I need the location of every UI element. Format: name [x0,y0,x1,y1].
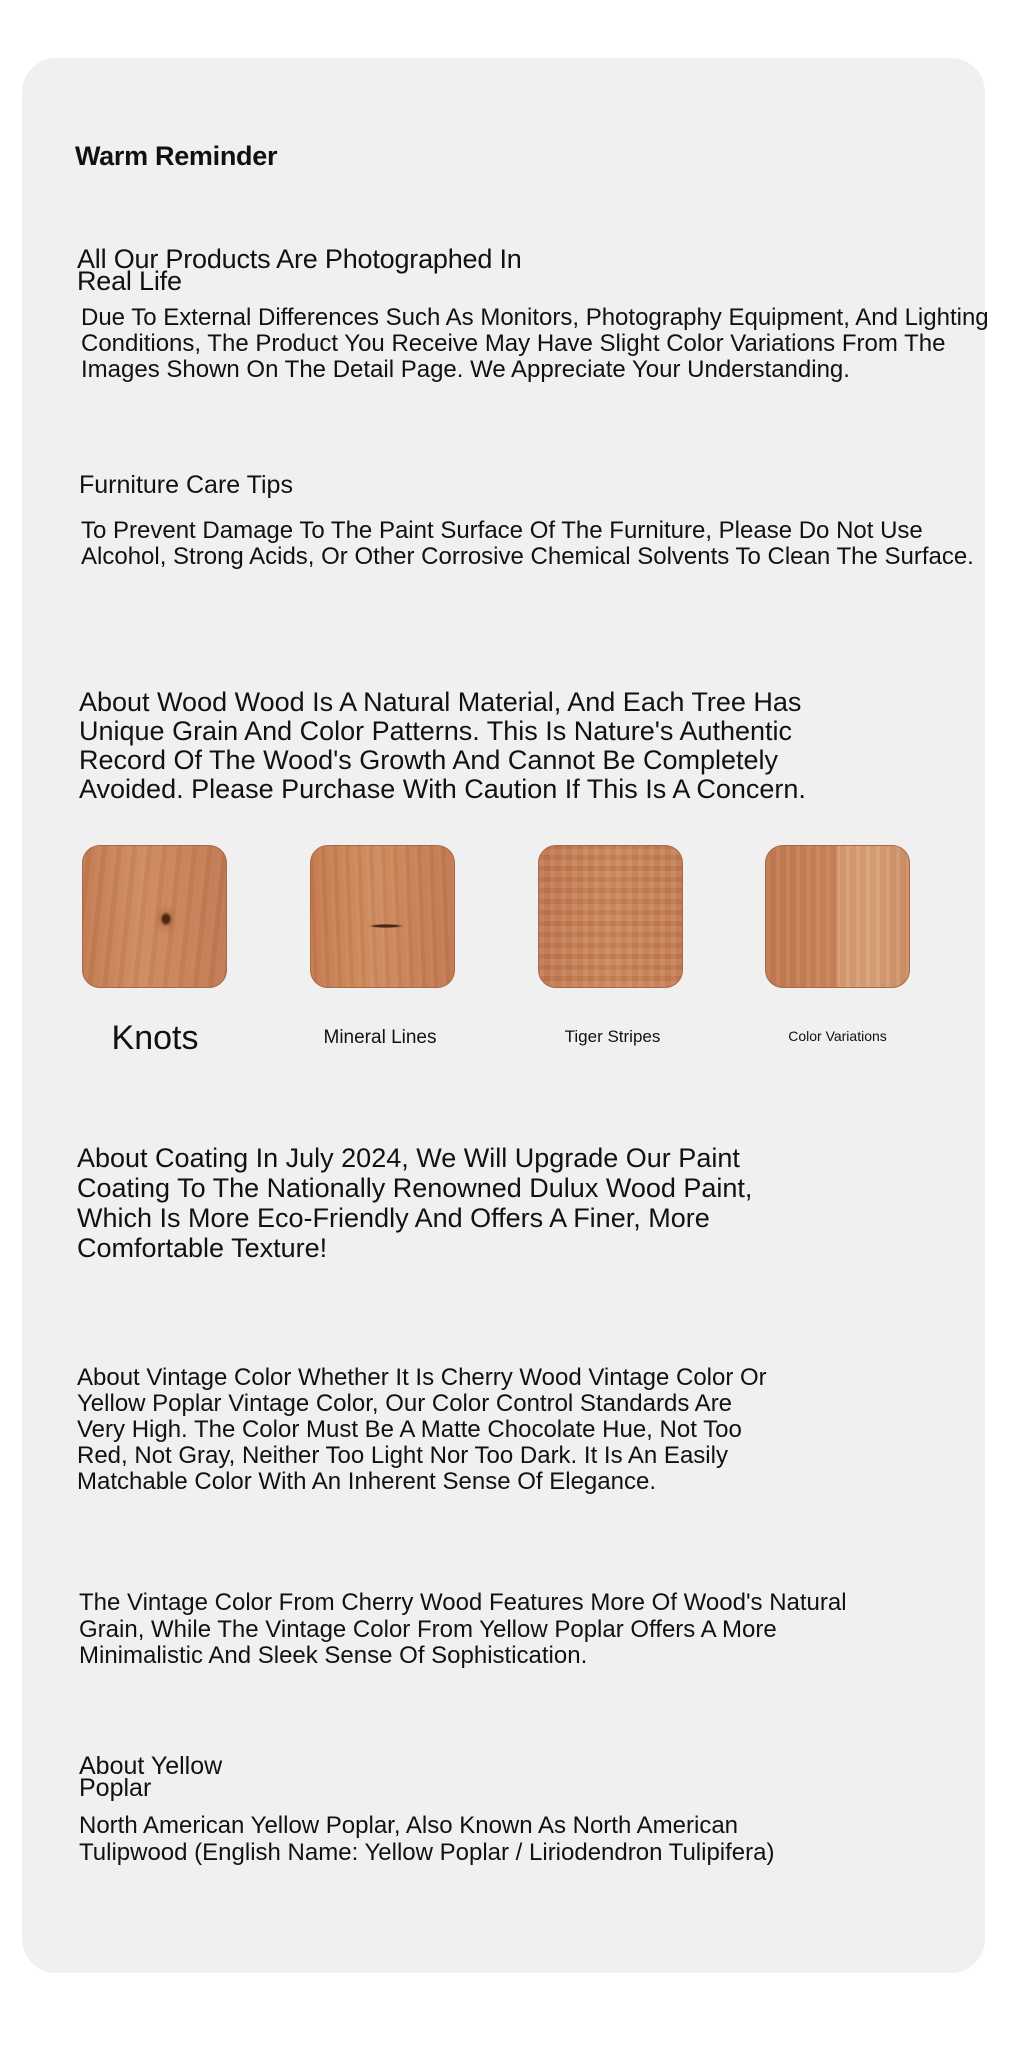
about-vintage-color-body: About Vintage Color Whether It Is Cherry Wood Vintage Color Or Yellow Poplar Vintage Color, Our Color Control Standards Are Very High. The Color Must Be A Matte Chocolate Hue, Not Too Red, Not Gray, Neither Too Light Nor Too Dark. It Is An Easily Matchable Color With An Inherent Sense Of Elegance. [77,1364,767,1495]
swatch-label-tiger-stripes: Tiger Stripes [564,1027,661,1046]
real-life-photo-title: All Our Products Are Photographed In Real Life [77,244,522,296]
yellow-poplar-body: North American Yellow Poplar, Also Known As North American Tulipwood (English Name: Yellow Poplar / Liriodendron Tulipifera) [79,1812,775,1866]
color-variation-notice-text: Due To External Differences Such As Monitors, Photography Equipment, And Lighting Conditions, The Product You Receive May Have Slight Color Variations From The Images Shown On The Detail Page. We Appreciate Your Understanding. [81,304,989,383]
wood-tiger-stripes-swatch [538,845,683,988]
yellow-poplar-title: About Yellow Poplar [79,1752,223,1802]
color-variation-notice [81,305,1011,383]
warm-reminder-title: Warm Reminder [75,141,278,171]
care-tips-title: Furniture Care Tips [79,471,293,499]
about-wood-body: About Wood Wood Is A Natural Material, And Each Tree Has Unique Grain And Color Patterns. This Is Nature's Authentic Record Of The Wood's Growth And Cannot Be Completely Avoided. Please Purchase With Caution If This Is A Concern. [79,687,806,804]
swatch-label-color-variations: Color Variations [788,1028,887,1044]
wood-color-variations-swatch [765,845,910,988]
about-coating-body: About Coating In July 2024, We Will Upgrade Our Paint Coating To The Nationally Renowned Dulux Wood Paint, Which Is More Eco-Friendly And Offers A Finer, More Comfortable Texture! [77,1143,753,1263]
wood-knot-swatch [82,845,227,988]
wood-mineral-lines-swatch [310,845,455,988]
swatch-label-mineral-lines: Mineral Lines [323,1027,437,1048]
vintage-comparison-body: The Vintage Color From Cherry Wood Features More Of Wood's Natural Grain, While The Vintage Color From Yellow Poplar Offers A More Minimalistic And Sleek Sense Of Sophistication. [79,1589,847,1669]
swatch-label-knots: Knots [111,1019,199,1057]
care-tips-body: To Prevent Damage To The Paint Surface Of The Furniture, Please Do Not Use Alcohol, Strong Acids, Or Other Corrosive Chemical Solvents To Clean The Surface. [81,517,974,570]
